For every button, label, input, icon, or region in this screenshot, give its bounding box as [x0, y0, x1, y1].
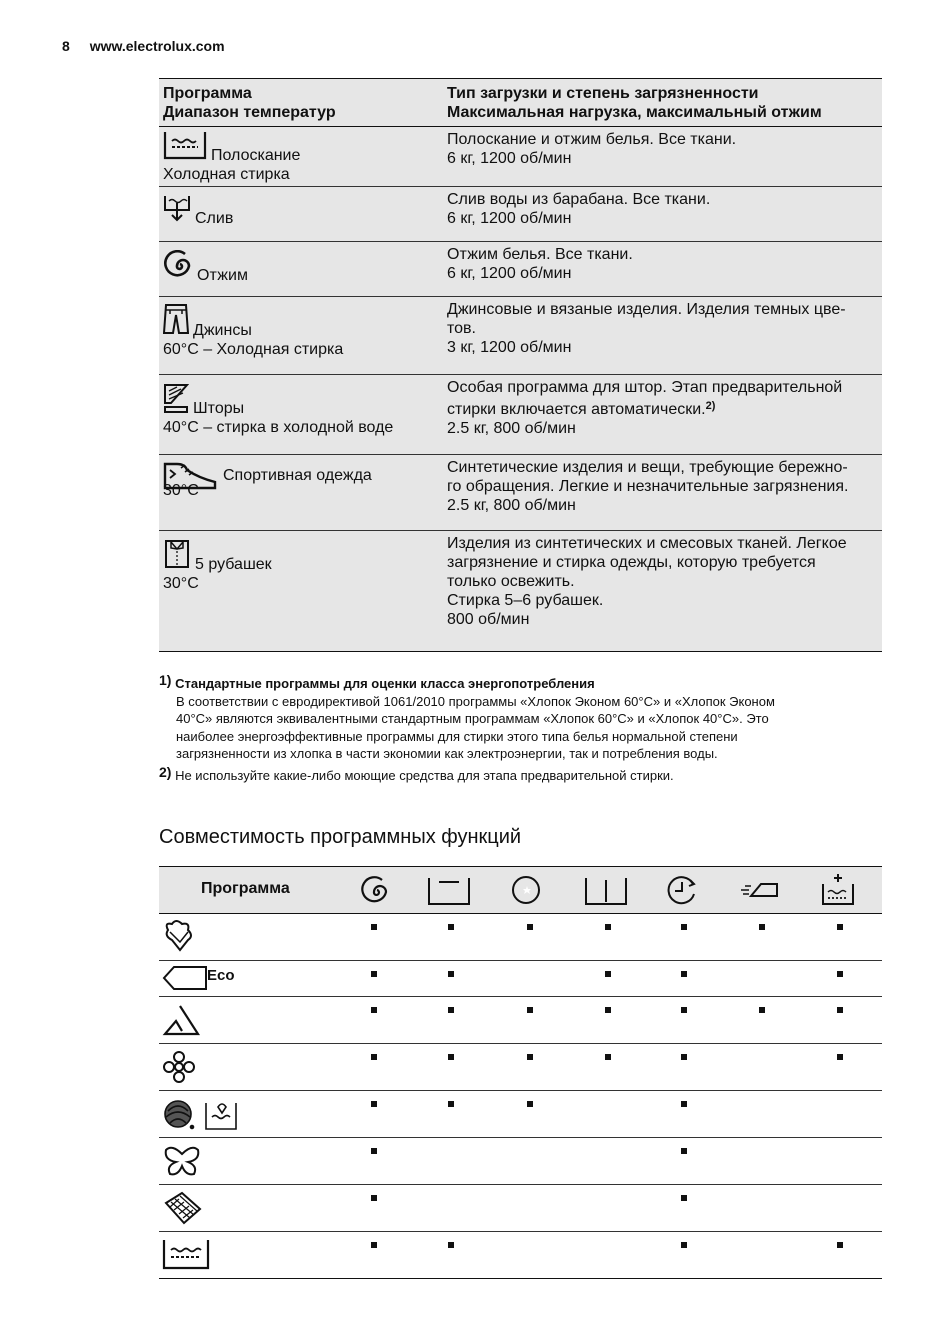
eco-icon [162, 965, 208, 991]
program-name: Шторы [193, 400, 245, 417]
program-name: Джинсы [193, 322, 252, 339]
compat-mark [681, 924, 687, 930]
program-cell [159, 242, 443, 297]
compat-mark [681, 1101, 687, 1107]
compat-mark [448, 1054, 454, 1060]
footnote-1: 1) Стандартные программы для оценки класса энергопотребления В соответствии с евродирективой 1061/2010 программы «Хлопок Эконом 60°C» и «Хлопок Эконом 40°C» являются эквивалентными стандартным программам «Хлопок 60°C» и «Хлопок 40°C». Это наиболее энергоэффективные программы для стирки этого типа белья нормальной степени загрязненности из хлопка в части экономии как электроэнергии, так и потребления воды. [159, 672, 775, 761]
program-temp: 40°C – стирка в холодной воде [163, 419, 394, 436]
compat-mark [681, 1007, 687, 1013]
compat-mark [837, 1242, 843, 1248]
shirts-icon [163, 539, 191, 574]
footnotes [159, 672, 882, 784]
table-row [159, 531, 882, 652]
compat-mark [527, 1101, 533, 1107]
program-temp: Холодная стирка [163, 166, 290, 183]
table-row [159, 455, 882, 531]
program-temp: 30°C [163, 575, 199, 592]
compat-mark [681, 1148, 687, 1154]
compat-mark [527, 1007, 533, 1013]
program-desc: Джинсовые и вязаные изделия. Изделия темных цве- тов. 3 кг, 1200 об/мин [443, 297, 882, 375]
cotton-icon [162, 920, 198, 952]
eco-label: Eco [207, 967, 235, 984]
page-header [62, 38, 225, 54]
table-row [159, 914, 882, 961]
compat-mark [371, 924, 377, 930]
delicates-icon [162, 1050, 196, 1084]
synthetics-icon [162, 1003, 202, 1037]
compat-mark [605, 1007, 611, 1013]
compat-mark [605, 924, 611, 930]
program-name: Слив [195, 210, 234, 227]
table-row [159, 1232, 882, 1279]
compat-mark [759, 924, 765, 930]
program-desc: Синтетические изделия и вещи, требующие бережно- го обращения. Легкие и незначительные загрязнения. 2.5 кг, 800 об/мин [443, 455, 882, 531]
rinse-icon [163, 130, 207, 165]
night-icon [507, 874, 545, 906]
site-url[interactable]: www.electrolux.com [89, 38, 225, 54]
table-row [159, 375, 882, 455]
program-cell [159, 297, 443, 375]
compat-mark [837, 971, 843, 977]
compat-mark [371, 1101, 377, 1107]
no-spin-icon [427, 874, 471, 906]
drain-icon [163, 193, 191, 228]
silk-icon [162, 1144, 202, 1178]
compat-mark [605, 1054, 611, 1060]
compat-mark [448, 1101, 454, 1107]
program-desc: Изделия из синтетических и смесовых тканей. Легкое загрязнение и стирка одежды, которую требуется только освежить. Стирка 5–6 рубашек. 800 об/мин [443, 531, 882, 652]
program-name: Спортивная одежда [223, 467, 372, 484]
rinse-icon [162, 1238, 210, 1270]
program-cell [159, 127, 443, 187]
compat-mark [759, 1007, 765, 1013]
program-cell [159, 187, 443, 242]
curtains-icon [163, 383, 189, 418]
program-desc: Особая программа для штор. Этап предварительной стирки включается автоматически.$^{2)}$ 2.5 кг, 800 об/мин [443, 375, 882, 455]
program-temp: 60°C – Холодная стирка [163, 341, 344, 358]
program-name: Отжим [197, 267, 248, 284]
compat-mark [681, 971, 687, 977]
section-title: Совместимость программных функций [159, 826, 522, 848]
table-row [159, 1044, 882, 1091]
delay-start-icon [663, 874, 701, 906]
footnote-2: 2) Не используйте какие-либо моющие средства для этапа предварительной стирки. [159, 763, 674, 783]
compat-mark [448, 1007, 454, 1013]
compatibility-table [159, 866, 882, 1279]
compat-mark [681, 1195, 687, 1201]
header-program: Программа [201, 880, 290, 897]
table-row [159, 1185, 882, 1232]
table-row [159, 997, 882, 1044]
table-row [159, 187, 882, 242]
program-name: Полоскание [211, 147, 301, 164]
program-cell [159, 455, 443, 531]
spin-icon [163, 250, 193, 285]
table-row [159, 961, 882, 997]
compat-mark [605, 971, 611, 977]
program-name: 5 рубашек [195, 556, 272, 573]
spin-icon [355, 874, 393, 906]
blanket-icon [162, 1191, 202, 1225]
compat-mark [837, 924, 843, 930]
compat-mark [371, 971, 377, 977]
program-cell [159, 531, 443, 652]
compatibility-header [159, 866, 882, 914]
compat-mark [681, 1242, 687, 1248]
extra-rinse-icon [819, 874, 857, 906]
compat-mark [371, 1148, 377, 1154]
compat-mark [371, 1242, 377, 1248]
compat-mark [371, 1007, 377, 1013]
program-cell [159, 375, 443, 455]
compat-mark [448, 924, 454, 930]
compat-mark [527, 1054, 533, 1060]
table-row [159, 1091, 882, 1138]
compat-mark [837, 1054, 843, 1060]
program-table [159, 78, 882, 652]
program-temp: 30°C [163, 482, 199, 499]
easy-iron-icon [739, 874, 783, 906]
compat-mark [371, 1195, 377, 1201]
compat-mark [448, 971, 454, 977]
wool-icon [162, 1097, 242, 1131]
table-row [159, 242, 882, 297]
compat-mark [681, 1054, 687, 1060]
program-desc: Полоскание и отжим белья. Все ткани. 6 кг, 1200 об/мин [443, 127, 882, 187]
compat-mark [527, 924, 533, 930]
header-load-type: Тип загрузки и степень загрязненности Максимальная нагрузка, максимальный отжим [443, 79, 882, 127]
compat-mark [837, 1007, 843, 1013]
program-desc: Отжим белья. Все ткани. 6 кг, 1200 об/мин [443, 242, 882, 297]
jeans-icon [163, 303, 189, 340]
footnote-ref: 2) [705, 400, 716, 412]
table-row [159, 1138, 882, 1185]
table-row [159, 127, 882, 187]
program-desc: Слив воды из барабана. Все ткани. 6 кг, 1200 об/мин [443, 187, 882, 242]
table-row [159, 297, 882, 375]
rinse-hold-icon [584, 874, 628, 906]
program-table-header [159, 79, 882, 127]
compat-mark [448, 1242, 454, 1248]
compat-mark [371, 1054, 377, 1060]
header-program: Программа Диапазон температур [159, 79, 443, 127]
page-number: 8 [62, 38, 70, 54]
